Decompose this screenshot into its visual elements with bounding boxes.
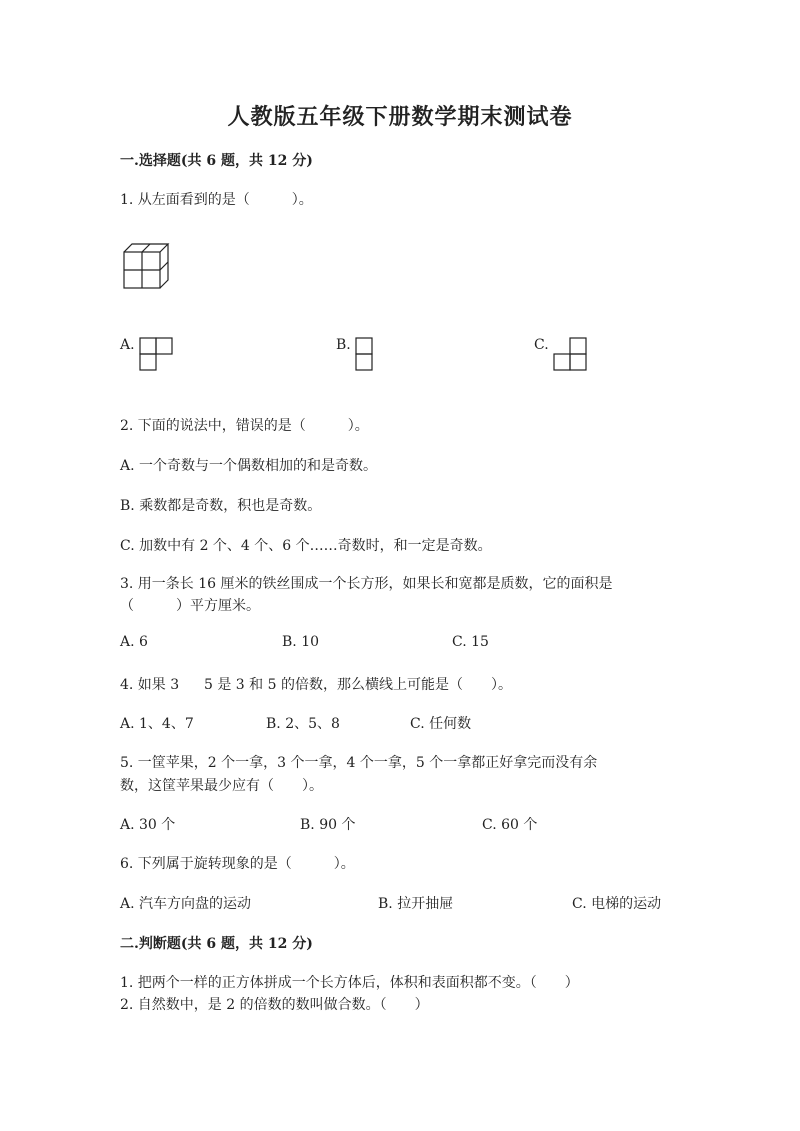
question-4-stem-part2: 5 是 3 和 5 的倍数，那么横线上可能是（ ）。 [204, 677, 512, 693]
question-3-option-b: B. 10 [282, 634, 320, 650]
question-1-option-a: A. [120, 337, 135, 353]
question-1-stem: 1. 从左面看到的是（ ）。 [120, 192, 313, 208]
question-2-stem: 2. 下面的说法中，错误的是（ ）。 [120, 418, 369, 434]
option-b-view-figure [354, 336, 374, 372]
option-a-view-figure [138, 336, 174, 372]
question-5-option-b: B. 90 个 [300, 817, 356, 833]
section-heading-choice: 一.选择题(共 6 题，共 12 分) [120, 153, 313, 169]
question-1-option-c: C. [534, 337, 549, 353]
question-2-option-c: C. 加数中有 2 个、4 个、6 个……奇数时，和一定是奇数。 [120, 538, 492, 554]
question-3-stem-line2: （ ）平方厘米。 [120, 598, 260, 614]
question-6-option-c: C. 电梯的运动 [572, 896, 662, 912]
option-c-view-figure [552, 336, 588, 372]
question-6-stem: 6. 下列属于旋转现象的是（ ）。 [120, 856, 355, 872]
question-2-option-a: A. 一个奇数与一个偶数相加的和是奇数。 [120, 458, 378, 474]
question-6-option-b: B. 拉开抽屉 [378, 896, 454, 912]
question-5-option-a: A. 30 个 [120, 817, 176, 833]
question-4-option-a: A. 1、4、7 [120, 716, 194, 732]
question-5-option-c: C. 60 个 [482, 817, 538, 833]
cube-stack-figure [120, 240, 172, 292]
question-4-option-b: B. 2、5、8 [266, 716, 340, 732]
question-4-stem-part1: 4. 如果 3 [120, 677, 180, 693]
question-3-option-a: A. 6 [120, 634, 148, 650]
judgement-question-1: 1. 把两个一样的正方体拼成一个长方体后，体积和表面积都不变。（ ） [120, 975, 579, 991]
page-title: 人教版五年级下册数学期末测试卷 [227, 104, 573, 130]
judgement-question-2: 2. 自然数中，是 2 的倍数的数叫做合数。（ ） [120, 997, 429, 1013]
question-6-option-a: A. 汽车方向盘的运动 [120, 896, 252, 912]
question-4-option-c: C. 任何数 [410, 716, 472, 732]
question-5-stem-line1: 5. 一筐苹果，2 个一拿，3 个一拿，4 个一拿，5 个一拿都正好拿完而没有余 [120, 755, 598, 771]
question-2-option-b: B. 乘数都是奇数，积也是奇数。 [120, 498, 322, 514]
question-3-stem-line1: 3. 用一条长 16 厘米的铁丝围成一个长方形，如果长和宽都是质数，它的面积是 [120, 576, 613, 592]
section-heading-judgement: 二.判断题(共 6 题，共 12 分) [120, 936, 313, 952]
question-3-option-c: C. 15 [452, 634, 489, 650]
question-1-option-b: B. [336, 337, 351, 353]
question-5-stem-line2: 数，这筐苹果最少应有（ ）。 [120, 778, 323, 794]
